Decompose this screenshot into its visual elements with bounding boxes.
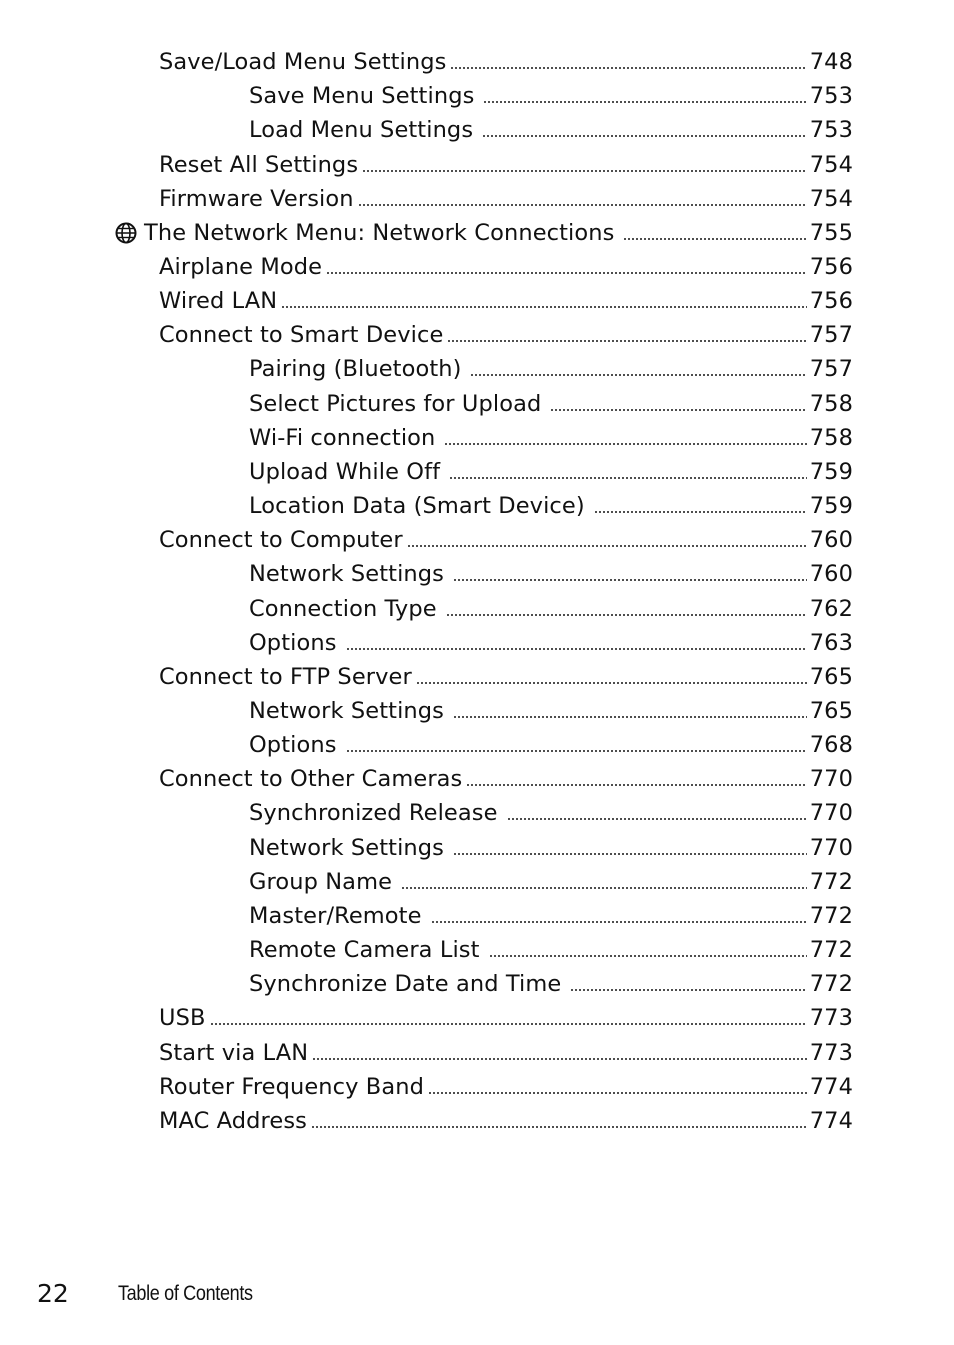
toc-entry[interactable] <box>249 898 853 930</box>
toc-entry-label: Synchronize Date and Time <box>249 971 562 997</box>
toc-entry-label: Wi-Fi connection <box>249 425 436 451</box>
toc-entry-label: Connect to Other Cameras <box>159 766 463 792</box>
toc-entry-page: 770 <box>809 800 853 826</box>
toc-entry[interactable] <box>249 830 853 862</box>
leader-dots <box>550 409 806 411</box>
toc-entry[interactable] <box>159 317 853 349</box>
leader-dots <box>507 818 807 820</box>
toc-entry-page: 772 <box>809 937 853 963</box>
toc-entry-label: Pairing (Bluetooth) <box>249 356 462 382</box>
footer-page-number: 22 <box>37 1279 69 1308</box>
toc-entry-page: 774 <box>809 1108 853 1134</box>
toc-entry-label: Connect to Smart Device <box>159 322 444 348</box>
toc-entry[interactable] <box>159 522 853 554</box>
toc-entry-label: Remote Camera List <box>249 937 480 963</box>
leader-dots <box>470 374 806 376</box>
toc-entry-page: 754 <box>809 152 853 178</box>
toc-entry-label: Start via LAN <box>159 1040 309 1066</box>
toc-entry-label: Select Pictures for Upload <box>249 391 542 417</box>
toc-entry-label: Router Frequency Band <box>159 1074 424 1100</box>
leader-dots <box>570 989 806 991</box>
toc-entry-page: 765 <box>809 698 853 724</box>
toc-entry[interactable] <box>159 44 853 76</box>
leader-dots <box>407 545 807 547</box>
toc-entry[interactable] <box>249 727 853 759</box>
toc-entry-label: Network Settings <box>249 698 444 724</box>
toc-entry-label: USB <box>159 1005 206 1031</box>
toc-entry[interactable] <box>249 351 853 383</box>
toc-entry-page: 773 <box>809 1040 853 1066</box>
toc-entry[interactable] <box>159 147 853 179</box>
toc-entry-page: 754 <box>809 186 853 212</box>
toc-entry-label: Connect to FTP Server <box>159 664 412 690</box>
leader-dots <box>431 921 807 923</box>
toc-entry-label: Network Settings <box>249 561 444 587</box>
leader-dots <box>281 306 807 308</box>
toc-entry-label: Options <box>249 630 337 656</box>
footer-section-title: Table of Contents <box>118 1282 253 1305</box>
toc-entry[interactable] <box>249 556 853 588</box>
toc-entry-page: 772 <box>809 971 853 997</box>
toc-entry-page: 757 <box>809 322 853 348</box>
toc-section-heading[interactable] <box>114 215 853 247</box>
leader-dots <box>623 238 806 240</box>
leader-dots <box>444 443 806 445</box>
leader-dots <box>416 682 807 684</box>
toc-entry-page: 760 <box>809 527 853 553</box>
toc-entry-page: 772 <box>809 869 853 895</box>
leader-dots <box>447 340 806 342</box>
toc-entry[interactable] <box>159 659 853 691</box>
toc-entry[interactable] <box>249 386 853 418</box>
toc-entry-label: MAC Address <box>159 1108 307 1134</box>
leader-dots <box>446 614 807 616</box>
toc-entry[interactable] <box>249 625 853 657</box>
toc-entry[interactable] <box>159 249 853 281</box>
leader-dots <box>401 887 807 889</box>
toc-entry-page: 773 <box>809 1005 853 1031</box>
leader-dots <box>483 101 806 103</box>
toc-entry-page: 770 <box>809 766 853 792</box>
toc-entry[interactable] <box>249 420 853 452</box>
toc-entry[interactable] <box>159 1069 853 1101</box>
toc-entry[interactable] <box>249 693 853 725</box>
leader-dots <box>346 648 807 650</box>
toc-entry-label: Airplane Mode <box>159 254 323 280</box>
leader-dots <box>489 955 807 957</box>
leader-dots <box>594 511 807 513</box>
toc-entry[interactable] <box>249 112 853 144</box>
toc-entry-label: Connection Type <box>249 596 437 622</box>
leader-dots <box>453 716 807 718</box>
toc-entry-page: 772 <box>809 903 853 929</box>
leader-dots <box>362 170 807 172</box>
leader-dots <box>482 135 807 137</box>
toc-entry-label: The Network Menu: Network Connections <box>144 220 615 246</box>
leader-dots <box>312 1058 807 1060</box>
toc-entry-page: 770 <box>809 835 853 861</box>
toc-entry-label: Synchronized Release <box>249 800 498 826</box>
leader-dots <box>466 784 806 786</box>
toc-entry[interactable] <box>249 795 853 827</box>
leader-dots <box>346 750 807 752</box>
toc-entry-page: 753 <box>809 83 853 109</box>
toc-entry-page: 753 <box>809 117 853 143</box>
toc-entry-label: Master/Remote <box>249 903 422 929</box>
leader-dots <box>311 1126 807 1128</box>
toc-entry-label: Connect to Computer <box>159 527 403 553</box>
toc-entry-page: 765 <box>809 664 853 690</box>
leader-dots <box>210 1023 807 1025</box>
toc-entry[interactable] <box>249 864 853 896</box>
leader-dots <box>453 579 807 581</box>
toc-entry-label: Firmware Version <box>159 186 354 212</box>
toc-entry-label: Network Settings <box>249 835 444 861</box>
toc-entry-page: 759 <box>809 459 853 485</box>
toc-entry-label: Wired LAN <box>159 288 278 314</box>
toc-entry-page: 757 <box>809 356 853 382</box>
toc-entry-label: Load Menu Settings <box>249 117 474 143</box>
toc-entry-page: 763 <box>809 630 853 656</box>
toc-entry[interactable] <box>159 1035 853 1067</box>
toc-entry[interactable] <box>249 932 853 964</box>
toc-entry-label: Options <box>249 732 337 758</box>
toc-entry-label: Group Name <box>249 869 393 895</box>
toc-entry[interactable] <box>249 78 853 110</box>
toc-entry-page: 762 <box>809 596 853 622</box>
toc-entry[interactable] <box>249 966 853 998</box>
toc-entry-label: Save Menu Settings <box>249 83 475 109</box>
toc-entry[interactable] <box>159 283 853 315</box>
toc-entry[interactable] <box>159 1103 853 1135</box>
toc-entry-page: 756 <box>809 288 853 314</box>
toc-entry-page: 755 <box>809 220 853 246</box>
toc-entry-label: Upload While Off <box>249 459 441 485</box>
leader-dots <box>428 1092 807 1094</box>
toc-entry-page: 758 <box>809 425 853 451</box>
toc-entry[interactable] <box>249 488 853 520</box>
toc-entry-page: 759 <box>809 493 853 519</box>
toc-entry[interactable] <box>249 454 853 486</box>
toc-entry-label: Reset All Settings <box>159 152 359 178</box>
leader-dots <box>450 67 806 69</box>
leader-dots <box>326 272 807 274</box>
leader-dots <box>449 477 807 479</box>
toc-entry-label: Save/Load Menu Settings <box>159 49 447 75</box>
toc-entry-page: 748 <box>809 49 853 75</box>
toc-entry-page: 758 <box>809 391 853 417</box>
leader-dots <box>358 204 807 206</box>
toc-entry-page: 760 <box>809 561 853 587</box>
leader-dots <box>453 853 807 855</box>
toc-entry-page: 774 <box>809 1074 853 1100</box>
toc-entry-label: Location Data (Smart Device) <box>249 493 585 519</box>
toc-entry-page: 756 <box>809 254 853 280</box>
toc-entry[interactable] <box>159 761 853 793</box>
toc-entry[interactable] <box>249 591 853 623</box>
toc-entry[interactable] <box>159 1000 853 1032</box>
network-menu-icon <box>114 221 138 245</box>
toc-entry-page: 768 <box>809 732 853 758</box>
toc-entry[interactable] <box>159 181 853 213</box>
